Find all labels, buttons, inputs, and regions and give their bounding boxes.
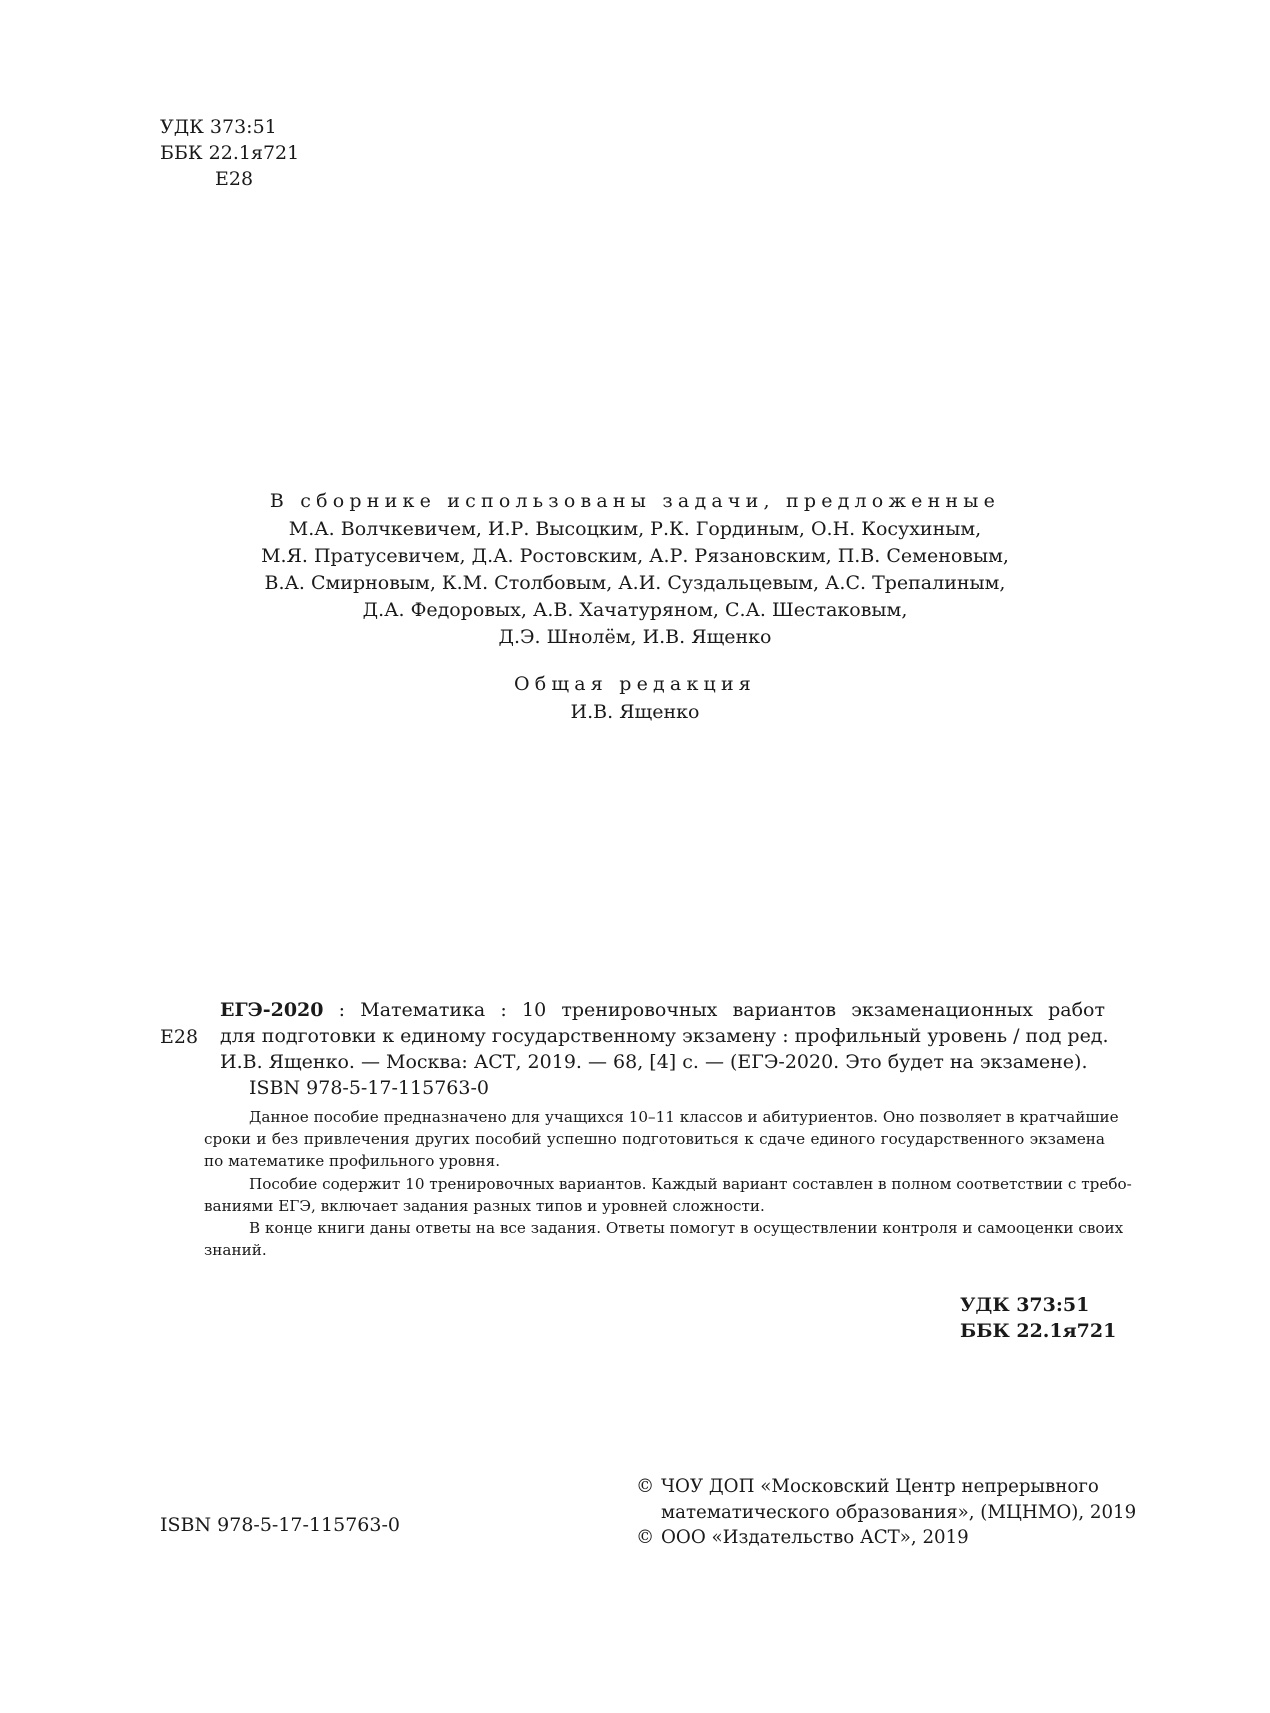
udk-code: УДК 373:51 (160, 116, 277, 138)
annotation-line: Пособие содержит 10 тренировочных вариантов. Каждый вариант составлен в полном соответствии с требо- (249, 1174, 1132, 1193)
annotation-line: знаний. (204, 1241, 267, 1260)
annotation-line: ваниями ЕГЭ, включает задания разных типов и уровней сложности. (204, 1196, 765, 1215)
author-mark: Е28 (215, 168, 254, 190)
copyright-line: ООО «Издательство АСТ», 2019 (661, 1527, 969, 1548)
contributors-block (160, 488, 1110, 651)
annotation-block (204, 1106, 1132, 1261)
udk-code-bottom: УДК 373:51 (960, 1294, 1090, 1316)
bibliographic-isbn: ISBN 978-5-17-115763-0 (249, 1077, 489, 1099)
top-classification-block (160, 114, 299, 192)
bbk-code-bottom: ББК 22.1я721 (960, 1320, 1117, 1342)
bibliographic-line (220, 997, 1105, 1023)
bbk-code: ББК 22.1я721 (160, 142, 300, 164)
editor-name: И.В. Ященко (570, 701, 700, 723)
editor-heading: Общая редакция (513, 673, 756, 695)
bibliographic-title: ЕГЭ-2020 (220, 999, 324, 1021)
bibliographic-title-rest: : Математика : 10 тренировочных вариантов экзаменационных работ (323, 999, 1105, 1021)
isbn-bottom: ISBN 978-5-17-115763-0 (160, 1514, 400, 1536)
contributors-line: Д.Э. Шнолём, И.В. Ященко (498, 626, 772, 648)
copyright-icon: © (636, 1527, 655, 1548)
annotation-line: В конце книги даны ответы на все задания. Ответы помогут в осуществлении контроля и самооценки своих (249, 1218, 1124, 1237)
contributors-line: М.А. Волчкевичем, И.Р. Высоцким, Р.К. Гординым, О.Н. Косухиным, (288, 518, 982, 540)
bibliographic-line: для подготовки к единому государственному экзамену : профильный уровень / под ред. (220, 1025, 1109, 1047)
contributors-line: М.Я. Пратусевичем, Д.А. Ростовским, А.Р. Рязановским, П.В. Семеновым, (261, 545, 1009, 567)
contributors-line: Д.А. Федоровых, А.В. Хачатуряном, С.А. Шестаковым, (362, 599, 908, 621)
annotation-line: по математике профильного уровня. (204, 1152, 501, 1171)
copyright-line: математического образования», (МЦНМО), 2019 (661, 1501, 1137, 1523)
bibliographic-side-mark: Е28 (160, 1026, 199, 1048)
annotation-line: сроки и без привлечения других пособий успешно подготовиться к сдаче единого государственного экзамена (204, 1130, 1105, 1149)
copyright-icon: © (636, 1476, 655, 1497)
copyright-line: ЧОУ ДОП «Московский Центр непрерывного (661, 1476, 1099, 1497)
bottom-classification-block (960, 1292, 1116, 1344)
bibliographic-line: И.В. Ященко. — Москва: АСТ, 2019. — 68, [4] с. — (ЕГЭ-2020. Это будет на экзамене). (220, 1051, 1088, 1073)
annotation-line: Данное пособие предназначено для учащихся 10–11 классов и абитуриентов. Оно позволяет в кратчайшие (249, 1108, 1119, 1126)
copyright-block (636, 1474, 1136, 1551)
contributors-line: В.А. Смирновым, К.М. Столбовым, А.И. Суздальцевым, А.С. Трепалиным, (264, 572, 1006, 594)
bibliographic-record (220, 997, 1109, 1101)
contributors-heading: В сборнике использованы задачи, предложенные (269, 490, 1001, 512)
editor-block (160, 670, 1110, 726)
